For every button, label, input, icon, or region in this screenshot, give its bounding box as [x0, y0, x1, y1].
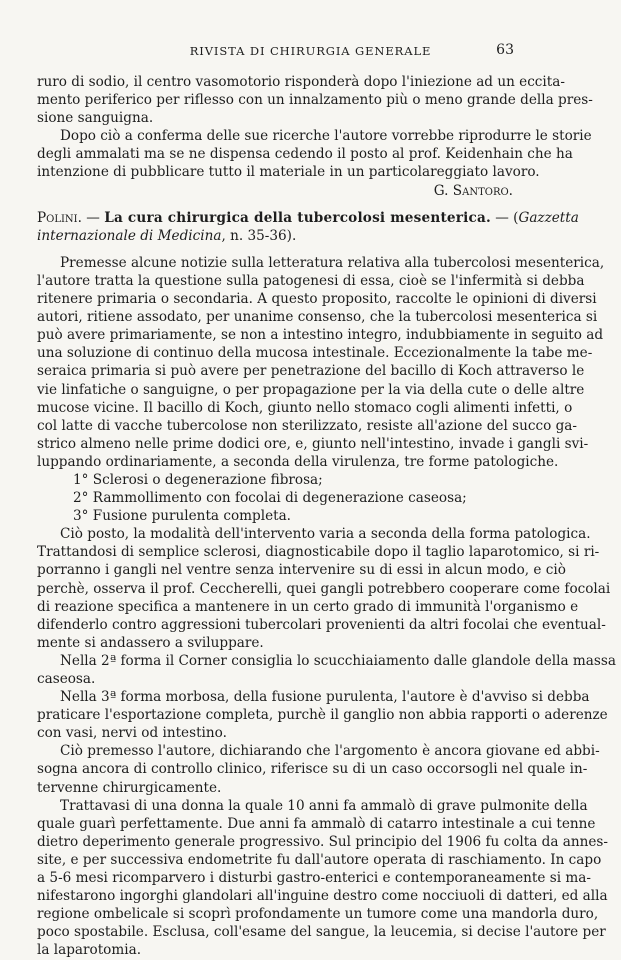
text-line: vie linfatiche o sanguigne, o per propagazione per la via della cute o delle altre: [37, 381, 585, 398]
text-line: ruro di sodio, il centro vasomotorio risponderà dopo l'iniezione ad un eccita-: [37, 74, 565, 90]
list-item: 2° Rammollimento con focolai di degenerazione caseosa;: [73, 490, 467, 507]
text-line: può avere primariamente, se non a intestino integro, indubbiamente in seguito ad: [37, 327, 604, 344]
paragraph-case: [37, 797, 608, 960]
text-line: nifestarono ingorghi glandolari all'inguine destro come nocciuoli di datteri, ed alla: [37, 888, 608, 905]
article-author: Polini.: [37, 209, 82, 226]
text-line: una soluzione di continuo della mucosa intestinale. Eccezionalmente la tabe me-: [37, 345, 593, 362]
text-line: quale guarì perfettamente. Due anni fa ammalò di catarro intestinale a cui tenne: [37, 815, 596, 832]
list-item: 3° Fusione purulenta completa.: [73, 508, 291, 525]
text-line: luppando ordinariamente, a seconda della virulenza, tre forme patologiche.: [37, 453, 559, 470]
running-header: RIVISTA DI CHIRURGIA GENERALE: [189, 44, 432, 58]
text-line: intenzione di pubblicare tutto il materiale in un particolareggiato lavoro.: [37, 164, 540, 181]
signature: G. Santoro.: [433, 182, 513, 199]
text-line: strico almeno nelle prime dodici ore, e, giunto nell'intestino, invade i gangli svi-: [37, 435, 589, 452]
journal-name: Gazzetta: [518, 209, 579, 226]
paragraph-third-form: [37, 688, 608, 742]
text-line: praticare l'esportazione completa, purchè il ganglio non abbia rapporti o aderenze: [37, 707, 608, 724]
text-line: autori, ritiene assodato, per unanime consenso, che la tubercolosi mesenterica si: [37, 309, 598, 326]
text-line: la laparotomia.: [37, 942, 142, 959]
page-body: [37, 73, 616, 960]
text-line: Trattavasi di una donna la quale 10 anni fa ammalò di grave pulmonite della: [60, 797, 588, 814]
text-line: l'autore tratta la questione sulla patogenesi di essa, cioè se l'infermità si debba: [37, 272, 585, 289]
text-line: Ciò premesso l'autore, dichiarando che l'argomento è ancora giovane ed abbi-: [60, 743, 600, 760]
text-line: seraica primaria si può avere per penetrazione del bacillo di Koch attraverso le: [37, 363, 585, 380]
text-line: ritenere primaria o secondaria. A questo proposito, raccolte le opinioni di diversi: [37, 291, 597, 308]
heading-line-1: Polini. — La cura chirurgica della tubercolosi mesenterica. — (Gazzetta: [37, 209, 579, 226]
text-line: dietro deperimento generale progressivo. Sul principio del 1906 fu colta da annes-: [37, 833, 608, 850]
text-line: Premesse alcune notizie sulla letteratura relativa alla tubercolosi mesenterica,: [60, 254, 605, 271]
text-line: caseosa.: [37, 671, 96, 687]
article-heading: [37, 209, 579, 245]
text-line: mente si andassero a sviluppare.: [37, 634, 264, 651]
text-line: degli ammalati ma se ne dispensa cedendo il posto al prof. Keidenhain che ha: [37, 146, 573, 163]
text-line: col latte di vacche tubercolose non sterilizzato, resiste all'azione del succo ga-: [37, 417, 578, 434]
text-line: con vasi, nervi od intestino.: [37, 725, 227, 742]
text-line: poco spostabile. Esclusa, coll'esame del sangue, la leucemia, si decise l'autore per: [37, 924, 606, 941]
text-line: Nella 2ª forma il Corner consiglia lo scucchiaiamento dalle glandole della massa: [60, 652, 616, 669]
text-line: Nella 3ª forma morbosa, della fusione purulenta, l'autore è d'avviso si debba: [60, 689, 590, 706]
paragraph-corner: [37, 652, 616, 688]
citation: , n. 35-36).: [221, 227, 297, 244]
text-line: site, e per successiva endometrite fu dall'autore operata di raschiamento. In capo: [37, 851, 602, 868]
text-line: di reazione specifica a mantenere in un certo grado di immunità l'organismo e: [37, 598, 579, 615]
forms-list: [37, 471, 513, 525]
paragraph-premesso: [37, 742, 600, 796]
text-line: Trattandosi di semplice sclerosi, diagnosticabile dopo il taglio laparotomico, si ri-: [37, 544, 600, 561]
text-line: porranno i gangli nel ventre senza intervenire su di essi in alcun modo, e ciò: [37, 562, 566, 579]
article-title: La cura chirurgica della tubercolosi mesenterica.: [104, 209, 491, 226]
text-line: a 5-6 mesi ricomparvero i disturbi gastro-enterici e contemporaneamente si ma-: [37, 870, 591, 887]
paragraph-conferma: [37, 127, 592, 181]
text-line: tervenne chirurgicamente.: [37, 779, 222, 796]
list-item: 1° Sclerosi o degenerazione fibrosa;: [73, 471, 323, 488]
paragraph-premesse: [37, 254, 605, 471]
paragraph-continuation: [37, 73, 593, 127]
text-line: sione sanguigna.: [37, 110, 154, 127]
text-line: mucose vicine. Il bacillo di Koch, giunto nello stomaco cogli alimenti infetti, o: [37, 399, 573, 416]
text-line: difenderlo contro aggressioni tubercolari provenienti da altri focolai che eventual-: [37, 616, 606, 633]
text-line: perchè, osserva il prof. Ceccherelli, quei gangli potrebbero cooperare come focolai: [37, 580, 611, 597]
paragraph-ciò-posto: [37, 525, 611, 652]
journal-name-cont: internazionale di Medicina: [37, 227, 222, 244]
text-line: Ciò posto, la modalità dell'intervento varia a seconda della forma patologica.: [60, 526, 591, 543]
heading-line-2: [37, 227, 513, 245]
text-line: sogna ancora di controllo clinico, riferisce su di un caso occorsogli nel quale in-: [37, 761, 588, 778]
page-number: 63: [496, 42, 514, 58]
text-line: Dopo ciò a conferma delle sue ricerche l'autore vorrebbe riprodurre le storie: [60, 128, 592, 145]
text-line: mento periferico per riflesso con un innalzamento più o meno grande della pres-: [37, 92, 593, 109]
text-line: regione ombelicale si scoprì profondamente un tumore come una mandorla duro,: [37, 906, 599, 923]
